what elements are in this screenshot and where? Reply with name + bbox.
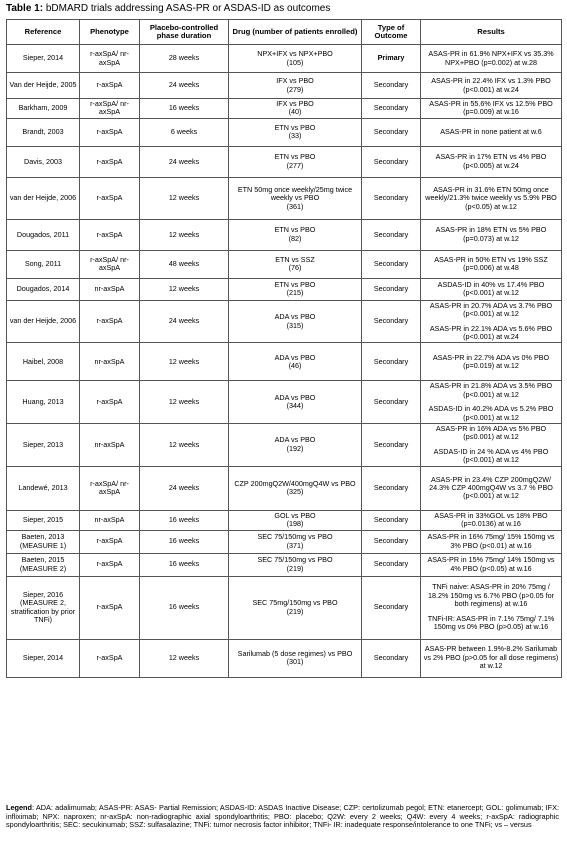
table-row (7, 99, 562, 119)
cell-reference-text: Van der Heijde, 2005 (9, 80, 77, 90)
cell-phenotype (80, 73, 140, 99)
cell-duration (140, 530, 229, 553)
cell-reference-text: van der Heijde, 2006 (9, 193, 77, 203)
cell-drug (229, 530, 362, 553)
cell-phenotype (80, 278, 140, 300)
cell-drug-text: (301) (286, 657, 304, 666)
cell-drug-text: SEC 75/150mg vs PBO (257, 532, 333, 542)
cell-outcome-type-text: Secondary (373, 103, 409, 113)
cell-phenotype-text: r-axSpA/ nr-axSpA (90, 99, 129, 117)
cell-drug-text: NPX+IFX vs NPX+PBO (257, 49, 333, 59)
result-line: ASAS-PR in 22.1% ADA vs 5.6% PBO (p<0.001) at w.24 (429, 323, 553, 342)
cell-duration (140, 219, 229, 250)
table-row (7, 381, 562, 424)
result-line: ASAS-PR in 16% 75mg/ 15% 150mg vs 3% PBO (p<0.01) at w.16 (427, 532, 555, 550)
cell-drug (229, 381, 362, 424)
cell-reference (7, 466, 80, 510)
table-row (7, 300, 562, 343)
cell-phenotype-text: r-axSpA (96, 397, 123, 407)
cell-outcome-type (362, 553, 421, 576)
cell-drug-text: SEC 75mg/150mg vs PBO (252, 598, 338, 608)
cell-drug (229, 424, 362, 467)
cell-drug-text: ETN vs PBO (274, 279, 316, 289)
cell-duration-text: 24 weeks (168, 316, 200, 326)
cell-results (421, 466, 562, 510)
result-line: ASAS-PR in 61.9% NPX+IFX vs 35.3% NPX+PBO (p=0.002) at w.28 (428, 49, 554, 67)
cell-reference-text: Davis, 2003 (24, 156, 62, 166)
cell-drug-text: (33) (288, 131, 302, 141)
cell-outcome-type-text: Secondary (373, 127, 409, 137)
cell-duration-text: 28 weeks (168, 53, 200, 63)
cell-outcome-type (362, 73, 421, 99)
cell-outcome-type-text: Secondary (373, 482, 409, 492)
cell-drug-text: ADA vs PBO (274, 392, 316, 402)
cell-duration (140, 250, 229, 278)
cell-outcome-type (362, 250, 421, 278)
cell-drug (229, 576, 362, 639)
cell-duration-text: 12 weeks (168, 284, 200, 294)
cell-drug-text: (279) (286, 84, 304, 94)
table-row (7, 553, 562, 576)
cell-reference-text: Baeten, 2013 (MEASURE 1) (19, 532, 67, 550)
result-line: ASDAS-ID in 24 % ADA vs 4% PBO (p<0.001) at w.12 (433, 446, 549, 465)
cell-outcome-type-text: Secondary (373, 559, 409, 569)
result-line: ASDAS-ID in 40% vs 17.4% PBO (p<0.001) at w.12 (437, 279, 545, 298)
cell-outcome-type-text: Secondary (373, 80, 409, 90)
table-legend (6, 804, 559, 830)
cell-results (421, 73, 562, 99)
cell-drug-text: (76) (288, 263, 302, 273)
cell-drug (229, 250, 362, 278)
cell-drug-text: ETN vs PBO (274, 122, 316, 132)
result-line: ASDAS-ID in 40.2% ADA vs 5.2% PBO (p<0.001) at w.12 (428, 404, 554, 422)
cell-outcome-type-text: Secondary (373, 356, 409, 366)
cell-drug-text: GOL vs PBO (274, 510, 316, 520)
cell-outcome-type (362, 177, 421, 219)
cell-reference-text: Dougados, 2011 (16, 229, 70, 239)
cell-reference (7, 300, 80, 343)
cell-phenotype (80, 300, 140, 343)
cell-duration (140, 99, 229, 119)
cell-phenotype (80, 99, 140, 119)
result-line: ASAS-PR in 33%GOL vs 18% PBO (p=0.0136) at w.16 (434, 510, 548, 529)
cell-results (421, 553, 562, 576)
cell-reference (7, 146, 80, 177)
table-row (7, 510, 562, 530)
cell-reference (7, 73, 80, 99)
cell-phenotype-text: r-axSpA (96, 536, 123, 546)
cell-reference-text: Song, 2011 (24, 259, 62, 269)
table-row (7, 424, 562, 467)
table-row (7, 73, 562, 99)
cell-drug (229, 278, 362, 300)
table-row (7, 45, 562, 73)
cell-phenotype-text: r-axSpA/ nr-axSpA (90, 49, 129, 67)
cell-drug-text: (215) (286, 288, 304, 298)
cell-duration-text: 24 weeks (168, 80, 200, 90)
cell-drug (229, 146, 362, 177)
cell-reference-text: Sieper, 2014 (22, 652, 64, 662)
cell-drug-text: (371) (286, 540, 304, 550)
cell-drug-text: ADA vs PBO (274, 435, 316, 445)
header-outcome-type: Type of Outcome (362, 20, 421, 45)
cell-outcome-type-text: Secondary (373, 652, 409, 662)
table-row (7, 177, 562, 219)
result-line: ASAS-PR in 20.7% ADA vs 3.7% PBO (p<0.001) at w.12 (429, 300, 553, 319)
cell-drug-text: CZP 200mgQ2W/400mgQ4W vs PBO (234, 478, 356, 488)
cell-reference (7, 639, 80, 677)
cell-reference-text: Haibel, 2008 (22, 356, 64, 366)
table-row (7, 219, 562, 250)
cell-results (421, 576, 562, 639)
cell-duration-text: 16 weeks (168, 536, 200, 546)
cell-duration (140, 278, 229, 300)
cell-duration (140, 381, 229, 424)
cell-drug (229, 219, 362, 250)
cell-phenotype-text: r-axSpA (96, 127, 123, 137)
cell-reference (7, 45, 80, 73)
result-line: TNFi naive: ASAS-PR in 20% 75mg / 18.2% 150mg vs 6.7% PBO (p>0.05 for both regimens) at w.16 (427, 582, 555, 609)
result-line: ASAS-PR in 15% 75mg/ 14% 150mg vs 4% PBO (p<0.05) at w.16 (427, 555, 555, 573)
cell-outcome-type (362, 424, 421, 467)
cell-outcome-type-text: Primary (377, 53, 405, 63)
cell-outcome-type-text: Secondary (373, 602, 409, 612)
result-line: ASAS-PR in 50% ETN vs 19% SSZ (p=0.006) at w.48 (434, 254, 548, 273)
cell-reference-text: Barkham, 2009 (18, 103, 68, 113)
cell-phenotype-text: r-axSpA (96, 602, 123, 612)
cell-duration-text: 12 weeks (168, 439, 200, 449)
cell-phenotype (80, 510, 140, 530)
cell-reference (7, 424, 80, 467)
cell-drug-text: Sarilumab (5 dose regimes) vs PBO (237, 648, 353, 658)
cell-outcome-type (362, 219, 421, 250)
cell-outcome-type-text: Secondary (373, 316, 409, 326)
cell-duration-text: 24 weeks (168, 482, 200, 492)
cell-duration-text: 48 weeks (168, 259, 200, 269)
result-line: ASAS-PR in 16% ADA vs 5% PBO (p≤0.001) at w.12 (435, 424, 547, 442)
cell-reference (7, 278, 80, 300)
table-row (7, 118, 562, 146)
result-line: ASAS-PR in none patient at w.6 (440, 127, 542, 137)
header-drug: Drug (number of patients enrolled) (229, 20, 362, 45)
cell-outcome-type-text: Secondary (373, 397, 409, 407)
cell-phenotype (80, 530, 140, 553)
cell-reference (7, 576, 80, 639)
cell-reference (7, 250, 80, 278)
cell-drug (229, 73, 362, 99)
cell-reference (7, 381, 80, 424)
cell-drug-text: (277) (286, 160, 304, 170)
table-row (7, 576, 562, 639)
caption-text: bDMARD trials addressing ASAS-PR or ASDAS-ID as outcomes (43, 3, 331, 14)
cell-outcome-type-text: Secondary (373, 229, 409, 239)
cell-reference (7, 177, 80, 219)
cell-duration (140, 45, 229, 73)
cell-drug-text: ETN vs PBO (274, 225, 316, 235)
cell-outcome-type (362, 466, 421, 510)
cell-reference-text: Sieper, 2014 (22, 53, 64, 63)
cell-reference (7, 530, 80, 553)
cell-drug-text: IFX vs PBO (276, 99, 314, 108)
result-line: ASAS-PR in 18% ETN vs 5% PBO (p=0.073) at w.12 (435, 225, 547, 243)
cell-duration-text: 12 weeks (168, 229, 200, 239)
cell-phenotype-text: r-axSpA/ nr-axSpA (90, 254, 129, 273)
cell-drug (229, 510, 362, 530)
cell-outcome-type-text: Secondary (373, 514, 409, 524)
cell-results (421, 219, 562, 250)
cell-outcome-type (362, 146, 421, 177)
table-caption (6, 3, 330, 15)
cell-outcome-type (362, 300, 421, 343)
cell-duration (140, 576, 229, 639)
result-line: ASAS-PR in 31.6% ETN 50mg once weekly/21.3% twice weekly vs 5.9% PBO (p<0.05) at w.12 (425, 184, 557, 211)
cell-reference (7, 118, 80, 146)
cell-duration (140, 118, 229, 146)
caption-label: Table 1: (6, 3, 44, 14)
cell-reference (7, 510, 80, 530)
cell-phenotype-text: r-axSpA (96, 559, 123, 569)
result-line: ASAS-PR in 21.8% ADA vs 3.5% PBO (p<0.001) at w.12 (429, 381, 553, 399)
cell-reference-text: Baeten, 2015 (MEASURE 2) (19, 555, 67, 573)
cell-results (421, 118, 562, 146)
cell-phenotype-text: nr-axSpA (94, 356, 125, 366)
cell-duration-text: 16 weeks (168, 559, 200, 569)
table-row (7, 530, 562, 553)
cell-phenotype (80, 343, 140, 381)
cell-reference (7, 99, 80, 119)
cell-duration-text: 6 weeks (170, 127, 198, 137)
cell-phenotype-text: nr-axSpA (94, 284, 125, 294)
cell-phenotype-text: r-axSpA (96, 316, 123, 326)
table-row (7, 250, 562, 278)
cell-duration (140, 639, 229, 677)
header-results: Results (421, 20, 562, 45)
cell-outcome-type (362, 118, 421, 146)
table-row (7, 146, 562, 177)
cell-results (421, 300, 562, 343)
cell-phenotype (80, 177, 140, 219)
cell-duration (140, 177, 229, 219)
cell-phenotype-text: r-axSpA/ nr-axSpA (90, 478, 129, 497)
cell-duration-text: 12 weeks (168, 356, 200, 366)
cell-outcome-type (362, 576, 421, 639)
cell-phenotype (80, 424, 140, 467)
cell-phenotype-text: nr-axSpA (94, 439, 125, 449)
cell-phenotype-text: r-axSpA (96, 156, 123, 166)
cell-reference-text: Sieper, 2016 (MEASURE 2, stratification by prior TNFi) (10, 589, 76, 624)
legend-text: : ADA: adalimumab; ASAS-PR: ASAS- Partial Remission; ASDAS-ID: ASDAS Inactive Disease; CZP: certolizumab pegol; ETN: etanercept; GOL: golimumab; IFX: infliximab; NPX: naproxen; nr-axSpA: non-radiographic axial spondyloarthritis; PBO: placebo; Q2W: every 2 weeks; Q4W: every 4 weeks; r-axSpA: radiographic spondyloarthritis; SEC: secukinumab; SSZ: sulfasalazine; TNFi: tumor necrosis factor inhibitor; TNFi- IR: inadequate response/intolerance to one TNFi; vs – versus (6, 803, 559, 830)
cell-results (421, 381, 562, 424)
cell-duration-text: 16 weeks (168, 514, 200, 524)
cell-drug-text: ADA vs PBO (274, 312, 316, 322)
cell-outcome-type (362, 278, 421, 300)
trials-table (6, 19, 562, 678)
cell-drug (229, 343, 362, 381)
cell-duration (140, 343, 229, 381)
cell-phenotype (80, 639, 140, 677)
table-row (7, 639, 562, 677)
cell-outcome-type (362, 45, 421, 73)
cell-phenotype (80, 466, 140, 510)
cell-phenotype-text: r-axSpA (96, 652, 123, 662)
cell-outcome-type-text: Secondary (373, 284, 409, 294)
cell-phenotype (80, 381, 140, 424)
cell-outcome-type-text: Secondary (373, 536, 409, 546)
cell-drug (229, 118, 362, 146)
result-line: ASAS-PR between 1.9%-8.2% Sarilumab vs 2% PBO (p>0.05 for all dose regimens) at w.12 (423, 644, 559, 671)
cell-drug-text: (325) (286, 487, 304, 497)
cell-drug-text: ETN 50mg once weekly/25mg twice weekly vs PBO (237, 184, 353, 203)
result-line: ASAS-PR in 22.7% ADA vs 0% PBO (p=0.019) at w.12 (432, 352, 550, 370)
header-phenotype: Phenotype (80, 20, 140, 45)
cell-phenotype-text: r-axSpA (96, 193, 123, 203)
cell-drug-text: (105) (286, 57, 304, 67)
legend-label: Legend (6, 803, 32, 812)
cell-drug (229, 553, 362, 576)
cell-reference-text: Huang, 2013 (22, 397, 64, 407)
cell-duration (140, 300, 229, 343)
cell-drug (229, 99, 362, 119)
cell-outcome-type-text: Secondary (373, 156, 409, 166)
cell-results (421, 146, 562, 177)
result-line: ASAS-PR in 55.6% IFX vs 12.5% PBO (p=0.009) at w.16 (429, 99, 553, 117)
cell-duration-text: 16 weeks (168, 103, 200, 113)
cell-duration-text: 12 weeks (168, 652, 200, 662)
cell-outcome-type-text: Secondary (373, 439, 409, 449)
cell-drug-text: ETN vs SSZ (275, 254, 315, 264)
cell-duration-text: 12 weeks (168, 397, 200, 407)
cell-phenotype-text: r-axSpA (96, 80, 123, 90)
cell-drug-text: (361) (286, 201, 304, 211)
cell-outcome-type (362, 99, 421, 119)
cell-drug (229, 177, 362, 219)
result-line: ASAS-PR in 17% ETN vs 4% PBO (p<0.005) at w.24 (435, 152, 547, 170)
header-reference: Reference (7, 20, 80, 45)
cell-drug (229, 466, 362, 510)
cell-drug (229, 300, 362, 343)
cell-duration (140, 146, 229, 177)
cell-phenotype (80, 576, 140, 639)
cell-outcome-type (362, 343, 421, 381)
cell-drug (229, 45, 362, 73)
table-row (7, 278, 562, 300)
cell-reference-text: Sieper, 2013 (22, 439, 64, 449)
cell-reference (7, 343, 80, 381)
cell-outcome-type-text: Secondary (373, 259, 409, 269)
cell-phenotype-text: r-axSpA (96, 229, 123, 239)
cell-results (421, 177, 562, 219)
cell-drug-text: (192) (286, 443, 304, 453)
cell-phenotype (80, 146, 140, 177)
cell-drug-text: (344) (286, 401, 304, 411)
cell-phenotype-text: nr-axSpA (94, 514, 125, 524)
cell-phenotype (80, 250, 140, 278)
cell-results (421, 343, 562, 381)
cell-duration (140, 424, 229, 467)
table-row (7, 466, 562, 510)
cell-outcome-type (362, 530, 421, 553)
cell-drug-text: ADA vs PBO (274, 352, 316, 362)
cell-duration (140, 466, 229, 510)
cell-drug (229, 639, 362, 677)
cell-phenotype (80, 553, 140, 576)
cell-results (421, 250, 562, 278)
cell-results (421, 530, 562, 553)
cell-phenotype (80, 118, 140, 146)
cell-duration (140, 73, 229, 99)
cell-drug-text: IFX vs PBO (276, 76, 314, 86)
cell-drug-text: (219) (286, 563, 304, 573)
cell-outcome-type (362, 639, 421, 677)
cell-reference (7, 553, 80, 576)
header-duration: Placebo-controlled phase duration (140, 20, 229, 45)
result-line: ASAS-PR in 22.4% IFX vs 1.3% PBO (p<0.001) at w.24 (431, 76, 551, 94)
cell-phenotype (80, 219, 140, 250)
result-line: TNFi-IR: ASAS-PR in 7.1% 75mg/ 7.1% 150mg vs 0% PBO (p>0.05) at w.16 (427, 613, 555, 632)
cell-reference-text: Sieper, 2015 (22, 514, 64, 524)
cell-results (421, 99, 562, 119)
cell-reference-text: Landewé, 2013 (18, 482, 68, 492)
cell-drug-text: (46) (288, 360, 302, 370)
cell-results (421, 424, 562, 467)
header-row (7, 20, 562, 45)
result-line: ASAS-PR in 23.4% CZP 200mgQ2W/ 24.3% CZP 400mgQ4W vs 3.7 % PBO (p<0.001) at w.12 (429, 474, 553, 501)
cell-drug-text: (82) (288, 233, 302, 243)
cell-duration-text: 12 weeks (168, 193, 200, 203)
cell-duration-text: 24 weeks (168, 156, 200, 166)
cell-reference-text: Brandt, 2003 (22, 127, 64, 137)
cell-drug-text: SEC 75/150mg vs PBO (257, 555, 333, 565)
cell-outcome-type (362, 381, 421, 424)
cell-outcome-type (362, 510, 421, 530)
cell-drug-text: (198) (286, 519, 304, 529)
cell-drug-text: (219) (286, 606, 304, 616)
cell-results (421, 45, 562, 73)
cell-results (421, 278, 562, 300)
cell-reference (7, 219, 80, 250)
cell-drug-text: ETN vs PBO (274, 152, 316, 162)
cell-results (421, 510, 562, 530)
cell-outcome-type-text: Secondary (373, 193, 409, 203)
cell-duration-text: 16 weeks (168, 602, 200, 612)
cell-duration (140, 553, 229, 576)
cell-reference-text: Dougados, 2014 (16, 284, 70, 294)
cell-drug-text: (315) (286, 320, 304, 330)
table-row (7, 343, 562, 381)
cell-results (421, 639, 562, 677)
cell-drug-text: (40) (288, 107, 302, 117)
cell-reference-text: van der Heijde, 2006 (9, 316, 77, 326)
cell-duration (140, 510, 229, 530)
cell-phenotype (80, 45, 140, 73)
